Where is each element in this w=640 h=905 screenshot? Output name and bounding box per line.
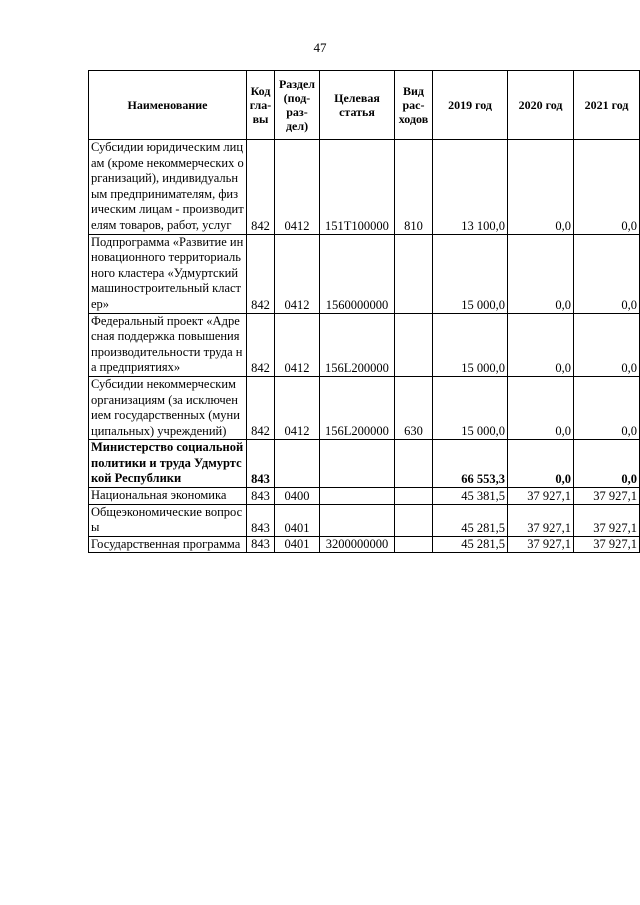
cell-y2021: 0,0 [574,376,640,439]
cell-razdel [275,440,320,488]
cell-razdel: 0400 [275,488,320,505]
cell-razdel: 0412 [275,376,320,439]
cell-razdel: 0401 [275,536,320,553]
cell-name: Государственная программа [89,536,247,553]
cell-y2020: 37 927,1 [508,488,574,505]
cell-y2020: 0,0 [508,140,574,235]
header-row [89,71,640,140]
cell-glava: 842 [247,376,275,439]
cell-y2021: 37 927,1 [574,536,640,553]
cell-y2020: 0,0 [508,234,574,313]
cell-target [320,488,395,505]
cell-y2020: 0,0 [508,376,574,439]
cell-y2019: 15 000,0 [433,234,508,313]
cell-y2021: 0,0 [574,234,640,313]
cell-glava: 842 [247,313,275,376]
cell-name: Общеэкономические вопросы [89,504,247,536]
cell-y2021: 0,0 [574,313,640,376]
cell-y2019: 15 000,0 [433,313,508,376]
cell-y2021: 0,0 [574,140,640,235]
cell-y2021: 37 927,1 [574,504,640,536]
cell-target: 151Т100000 [320,140,395,235]
cell-vid [395,234,433,313]
cell-y2019: 15 000,0 [433,376,508,439]
cell-glava: 843 [247,488,275,505]
header-target: Целевая статья [320,71,395,140]
cell-vid [395,440,433,488]
table-row [89,140,640,235]
cell-name: Подпрограмма «Развитие инновационного территориального кластера «Удмуртский машиностроительный кластер» [89,234,247,313]
header-glava: Код гла-вы [247,71,275,140]
cell-y2019: 66 553,3 [433,440,508,488]
table-row [89,488,640,505]
table-row [89,376,640,439]
cell-name: Министерство социальной политики и труда Удмуртской Республики [89,440,247,488]
cell-y2020: 0,0 [508,440,574,488]
cell-name: Субсидии юридическим лицам (кроме некоммерческих организаций), индивидуальным предпринимателям, физическим лицам - производителям товаров, работ, услуг [89,140,247,235]
cell-name: Субсидии некоммерческим организациям (за исключением государственных (муниципальных) учреждений) [89,376,247,439]
header-2020: 2020 год [508,71,574,140]
table-row [89,536,640,553]
header-razdel: Раздел (под-раз-дел) [275,71,320,140]
cell-y2019: 45 281,5 [433,536,508,553]
cell-razdel: 0412 [275,234,320,313]
header-2019: 2019 год [433,71,508,140]
cell-target: 156L200000 [320,376,395,439]
cell-vid [395,536,433,553]
cell-name: Национальная экономика [89,488,247,505]
cell-y2019: 45 281,5 [433,504,508,536]
cell-vid: 810 [395,140,433,235]
cell-vid [395,504,433,536]
budget-table [88,70,640,553]
cell-y2019: 13 100,0 [433,140,508,235]
header-2021: 2021 год [574,71,640,140]
cell-y2019: 45 381,5 [433,488,508,505]
table-row [89,313,640,376]
table-row [89,234,640,313]
cell-vid: 630 [395,376,433,439]
cell-target: 1560000000 [320,234,395,313]
cell-name: Федеральный проект «Адресная поддержка повышения производительности труда на предприятиях» [89,313,247,376]
cell-y2021: 0,0 [574,440,640,488]
cell-razdel: 0412 [275,313,320,376]
header-vid: Вид рас-ходов [395,71,433,140]
cell-vid [395,313,433,376]
page-number: 47 [313,40,327,55]
cell-y2020: 37 927,1 [508,504,574,536]
cell-glava: 843 [247,536,275,553]
cell-target: 156L200000 [320,313,395,376]
cell-y2020: 37 927,1 [508,536,574,553]
cell-glava: 842 [247,234,275,313]
cell-y2021: 37 927,1 [574,488,640,505]
cell-vid [395,488,433,505]
header-name: Наименование [89,71,247,140]
cell-target: 3200000000 [320,536,395,553]
cell-razdel: 0412 [275,140,320,235]
cell-target [320,504,395,536]
cell-glava: 843 [247,504,275,536]
cell-glava: 842 [247,140,275,235]
cell-glava: 843 [247,440,275,488]
cell-razdel: 0401 [275,504,320,536]
cell-y2020: 0,0 [508,313,574,376]
table-row [89,440,640,488]
cell-target [320,440,395,488]
table-row [89,504,640,536]
